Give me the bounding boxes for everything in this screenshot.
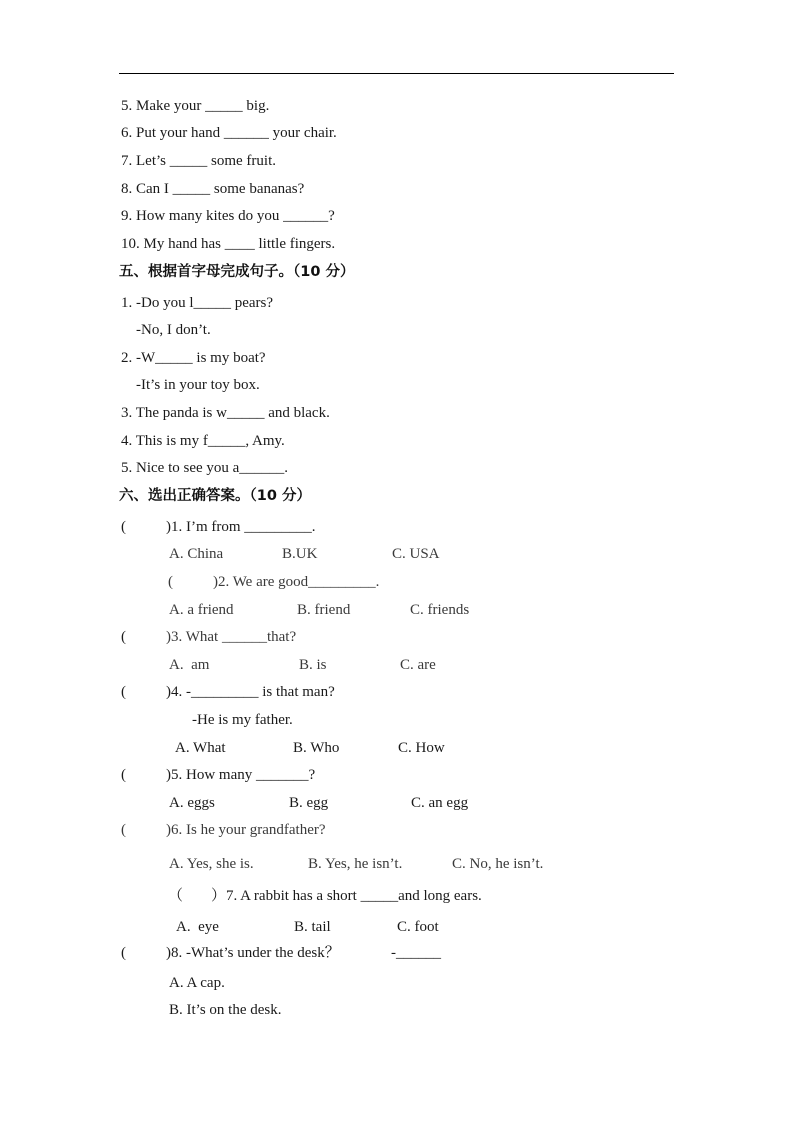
- s6-q3-text: )3. What ______that?: [166, 629, 297, 645]
- s6-q3-option-b: B. is: [299, 657, 327, 673]
- s6-q8-text: )8. -What’s under the desk？: [166, 945, 340, 961]
- s6-q8-paren: (: [121, 945, 126, 961]
- s6-q4-option-b: B. Who: [293, 740, 340, 756]
- s4-item-5: 5. Make your _____ big.: [121, 98, 270, 114]
- s6-q4-answer: -He is my father.: [192, 712, 293, 728]
- s6-q8-option-b: B. It’s on the desk.: [169, 1002, 282, 1018]
- s6-q7-option-a: A. eye: [176, 919, 219, 935]
- s6-q8-option-a: A. A cap.: [169, 975, 225, 991]
- s6-q6-paren: (: [121, 822, 126, 838]
- s6-q7-option-c: C. foot: [397, 919, 439, 935]
- s6-q2-option-a: A. a friend: [169, 602, 234, 618]
- s6-q4-option-a: A. What: [175, 740, 226, 756]
- s5-q4: 4. This is my f_____, Amy.: [121, 433, 285, 449]
- s6-q3-paren: (: [121, 629, 126, 645]
- s4-item-7: 7. Let’s _____ some fruit.: [121, 153, 276, 169]
- s5-q3: 3. The panda is w_____ and black.: [121, 405, 330, 421]
- header-rule: [119, 73, 674, 74]
- s4-item-9: 9. How many kites do you ______?: [121, 208, 335, 224]
- s5-q5: 5. Nice to see you a______.: [121, 460, 289, 476]
- s6-q5-option-b: B. egg: [289, 795, 329, 811]
- s6-q6-option-b: B. Yes, he isn’t.: [308, 856, 403, 872]
- s6-q1-option-a: A. China: [169, 546, 224, 562]
- s6-q6-option-a: A. Yes, she is.: [169, 856, 254, 872]
- s6-q2-option-c: C. friends: [410, 602, 470, 618]
- s5-q1-answer: -No, I don’t.: [136, 322, 211, 338]
- s6-q7-option-b: B. tail: [294, 919, 331, 935]
- s6-q2-option-b: B. friend: [297, 602, 351, 618]
- s4-item-6: 6. Put your hand ______ your chair.: [121, 125, 337, 141]
- s6-q1-option-c: C. USA: [392, 546, 440, 562]
- s6-q6-text: )6. Is he your grandfather?: [166, 822, 326, 838]
- s5-q2-answer: -It’s in your toy box.: [136, 377, 260, 393]
- s6-q8-blank: -______: [391, 945, 441, 961]
- s5-q1: 1. -Do you l_____ pears?: [121, 295, 274, 311]
- s6-q1-option-b: B.UK: [282, 546, 318, 562]
- s6-q3-option-a: A. am: [169, 657, 210, 673]
- s6-q4-option-c: C. How: [398, 740, 445, 756]
- s6-q4-paren: (: [121, 684, 126, 700]
- s6-q5-text: )5. How many _______?: [166, 767, 316, 783]
- s6-q6-option-c: C. No, he isn’t.: [452, 856, 544, 872]
- s4-item-8: 8. Can I _____ some bananas?: [121, 181, 305, 197]
- s6-q7-paren: （: [168, 888, 184, 904]
- s6-q2-text: )2. We are good_________.: [213, 574, 380, 590]
- section5-heading: 五、根据首字母完成句子。（10 分）: [119, 264, 355, 280]
- s6-q5-paren: (: [121, 767, 126, 783]
- s6-q1-paren: (: [121, 519, 126, 535]
- s6-q5-option-c: C. an egg: [411, 795, 469, 811]
- s4-item-10: 10. My hand has ____ little fingers.: [121, 236, 336, 252]
- s6-q1-text: )1. I’m from _________.: [166, 519, 316, 535]
- s5-q2: 2. -W_____ is my boat?: [121, 350, 266, 366]
- s6-q4-text: )4. -_________ is that man?: [166, 684, 335, 700]
- section6-heading: 六、选出正确答案。（10 分）: [119, 488, 311, 504]
- s6-q3-option-c: C. are: [400, 657, 436, 673]
- s6-q2-paren: (: [168, 574, 173, 590]
- s6-q5-option-a: A. eggs: [169, 795, 215, 811]
- s6-q7-text: ）7. A rabbit has a short _____and long ears.: [211, 888, 482, 904]
